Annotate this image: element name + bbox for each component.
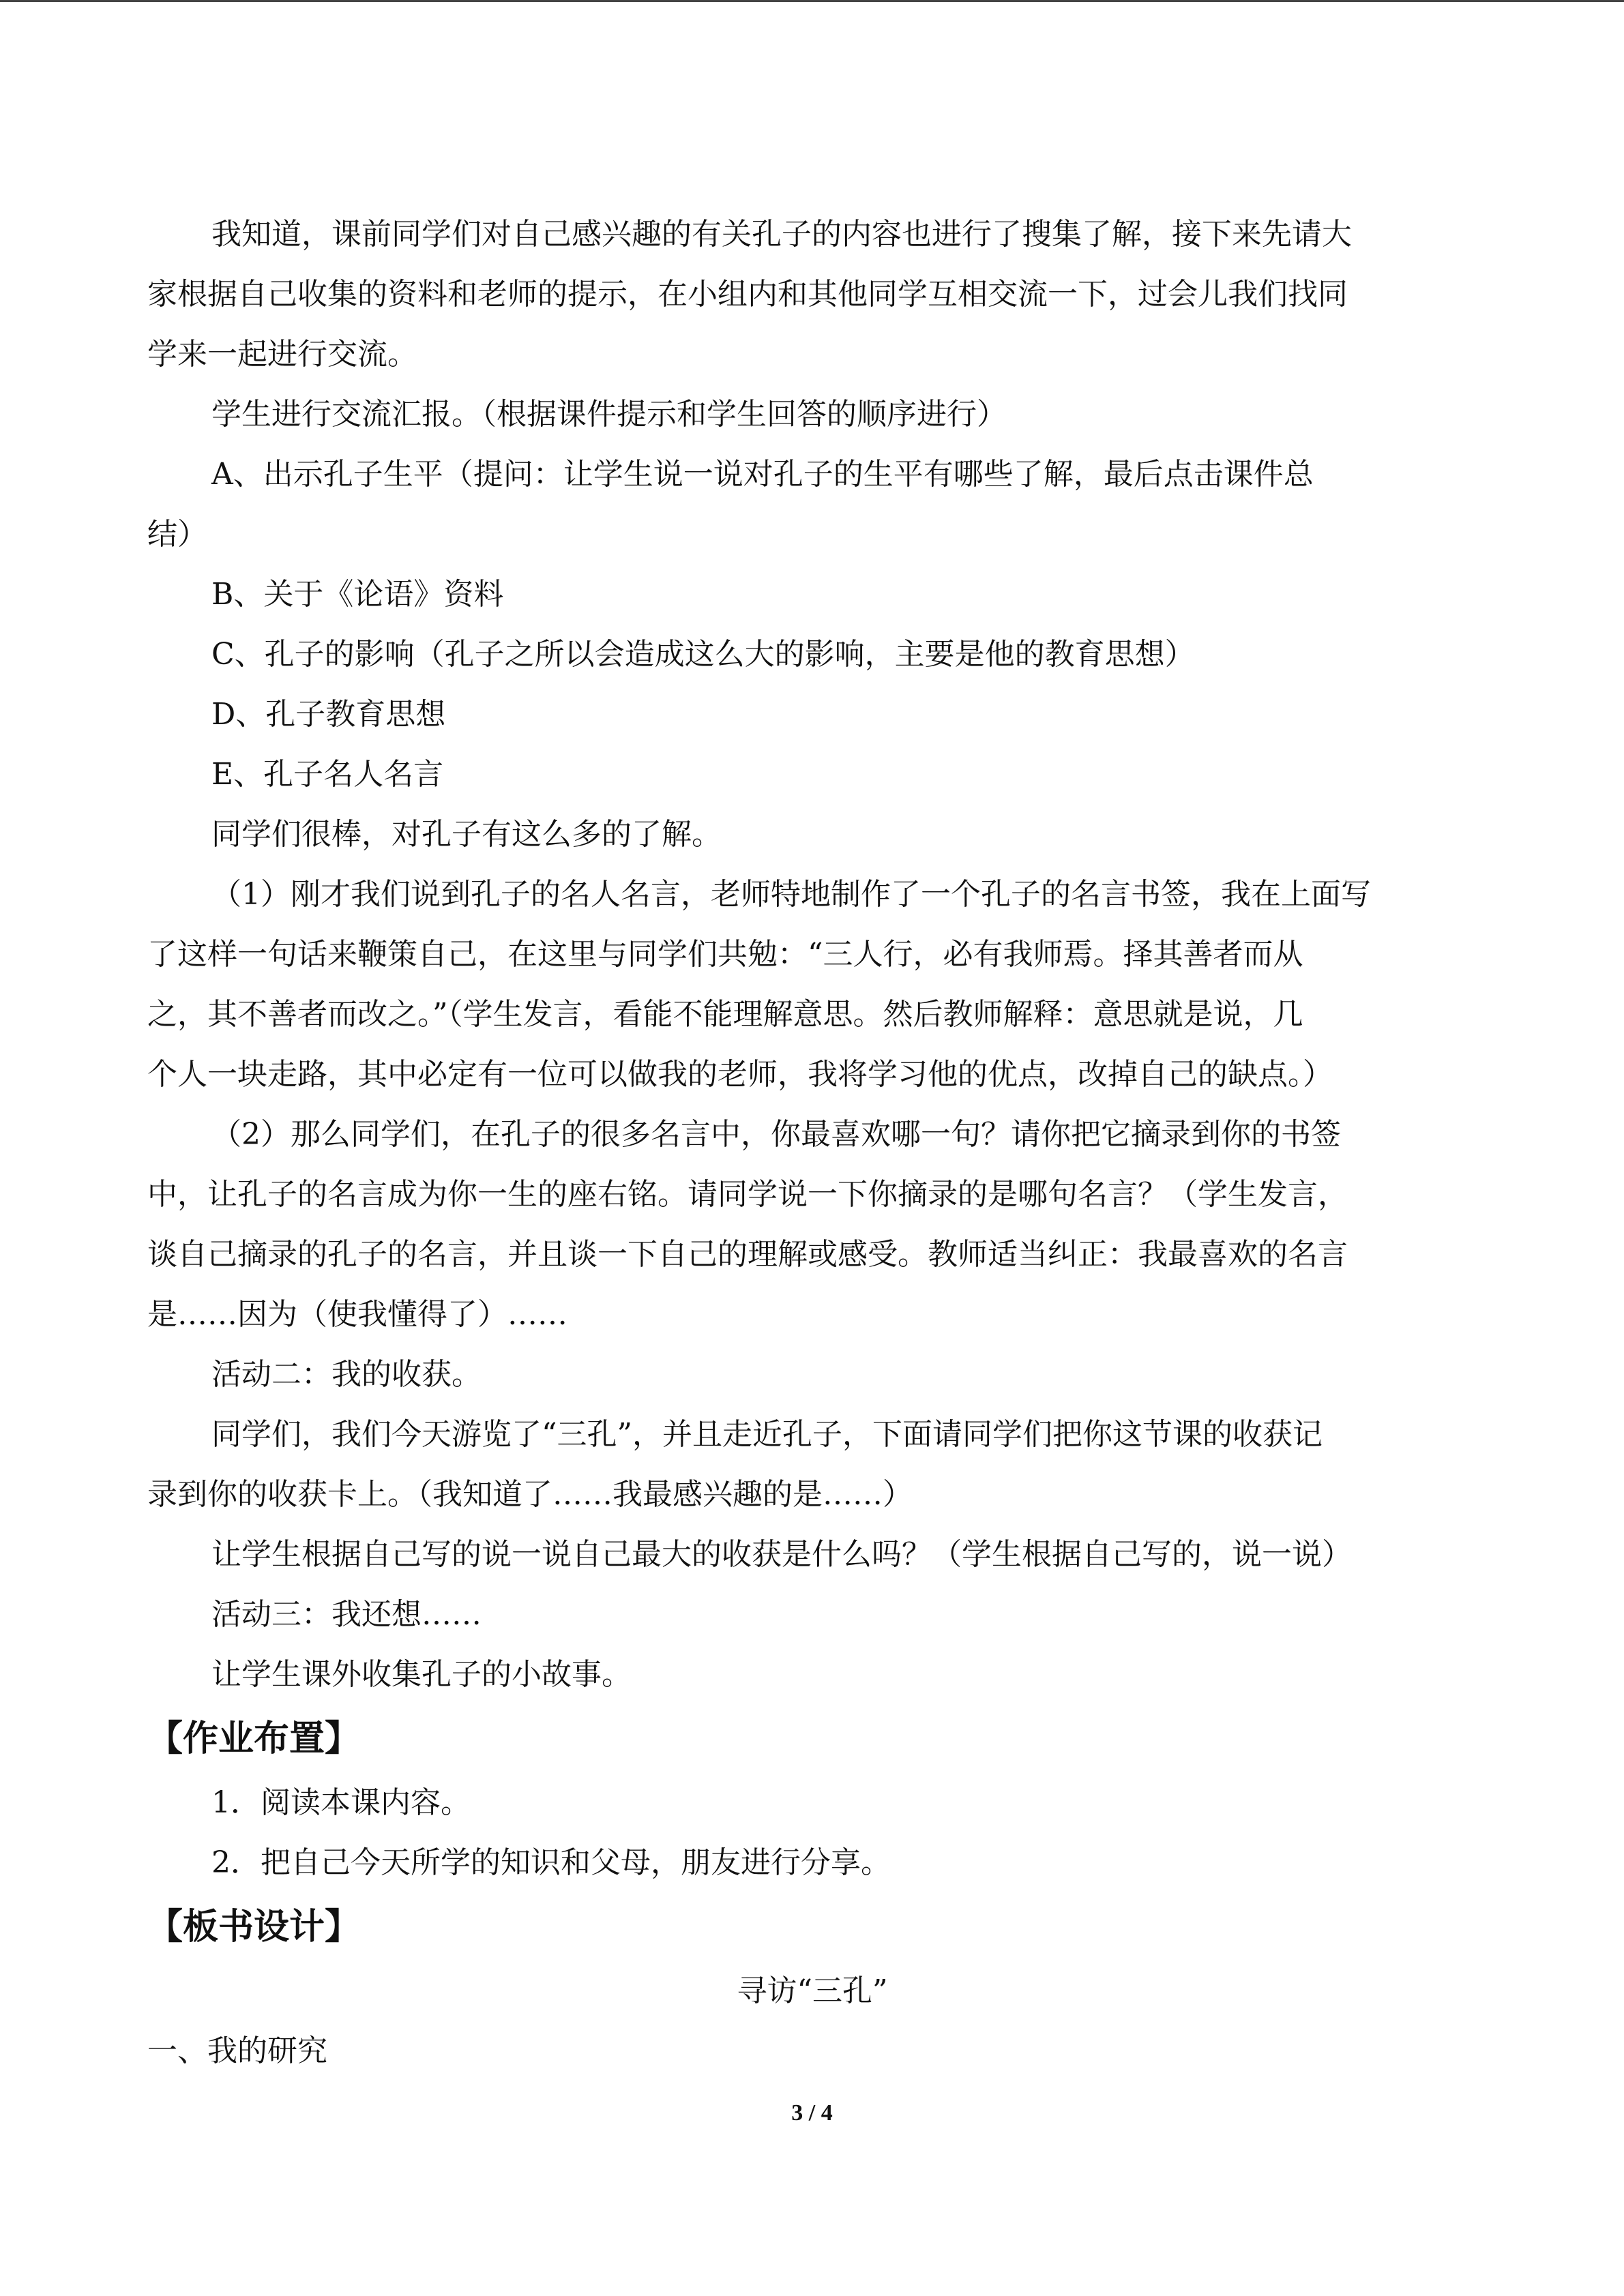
paragraph-favorite-line-3: 谈自己摘录的孔子的名言，并且谈一下自己的理解或感受。教师适当纠正：我最喜欢的名言 [147,1237,1348,1272]
paragraph-quote-line-2: 了这样一句话来鞭策自己，在这里与同学们共勉：“三人行，必有我师焉。择其善者而从 [147,937,1303,972]
paragraph-intro-line-3: 学来一起进行交流。 [147,337,417,372]
board-title: 寻访“三孔” [737,1973,888,2008]
document-page [147,205,1477,2081]
item-a-line-2: 结） [147,517,207,552]
item-e: E、孔子名人名言 [211,757,444,792]
homework-item-1: 1．阅读本课内容。 [211,1785,471,1820]
item-c: C、孔子的影响（孔子之所以会造成这么大的影响，主要是他的教育思想） [211,637,1195,672]
paragraph-quote-line-1: （1）刚才我们说到孔子的名人名言，老师特地制作了一个孔子的名言书签，我在上面写 [211,877,1371,912]
paragraph-favorite-line-1: （2）那么同学们，在孔子的很多名言中，你最喜欢哪一句？请你把它摘录到你的书签 [211,1117,1341,1152]
paragraph-share: 让学生根据自己写的说一说自己最大的收获是什么吗？（学生根据自己写的，说一说） [211,1537,1352,1572]
paragraph-praise: 同学们很棒，对孔子有这么多的了解。 [211,817,722,852]
board-item-1: 一、我的研究 [147,2033,327,2068]
page-number: 3 / 4 [791,2100,833,2126]
paragraph-intro-line-1: 我知道，课前同学们对自己感兴趣的有关孔子的内容也进行了搜集了解，接下来先请大 [211,217,1352,252]
item-d: D、孔子教育思想 [211,697,446,732]
top-border [0,0,1624,2]
paragraph-quote-line-4: 个人一块走路，其中必定有一位可以做我的老师，我将学习他的优点，改掉自己的缺点。） [147,1057,1333,1092]
paragraph-stories: 让学生课外收集孔子的小故事。 [211,1657,632,1692]
activity-three: 活动三：我还想…… [211,1597,482,1632]
activity-two: 活动二：我的收获。 [211,1357,482,1392]
paragraph-intro-line-2: 家根据自己收集的资料和老师的提示，在小组内和其他同学互相交流一下，过会儿我们找同 [147,277,1348,312]
paragraph-favorite-line-4: 是……因为（使我懂得了）…… [147,1297,567,1332]
item-b: B、关于《论语》资料 [211,577,504,612]
paragraph-harvest-line-1: 同学们，我们今天游览了“三孔”，并且走近孔子，下面请同学们把你这节课的收获记 [211,1417,1323,1452]
homework-heading: 【作业布置】 [147,1718,361,1759]
item-a-line-1: A、出示孔子生平（提问：让学生说一说对孔子的生平有哪些了解，最后点击课件总 [211,457,1314,492]
homework-item-2: 2．把自己今天所学的知识和父母，朋友进行分享。 [211,1845,891,1880]
paragraph-favorite-line-2: 中，让孔子的名言成为你一生的座右铭。请同学说一下你摘录的是哪句名言？（学生发言， [147,1177,1348,1212]
paragraph-harvest-line-2: 录到你的收获卡上。（我知道了……我最感兴趣的是……） [147,1477,913,1512]
board-heading: 【板书设计】 [147,1907,361,1948]
paragraph-report: 学生进行交流汇报。（根据课件提示和学生回答的顺序进行） [211,397,1007,432]
paragraph-quote-line-3: 之，其不善者而改之。”（学生发言，看能不能理解意思。然后教师解释：意思就是说，几 [147,997,1303,1032]
